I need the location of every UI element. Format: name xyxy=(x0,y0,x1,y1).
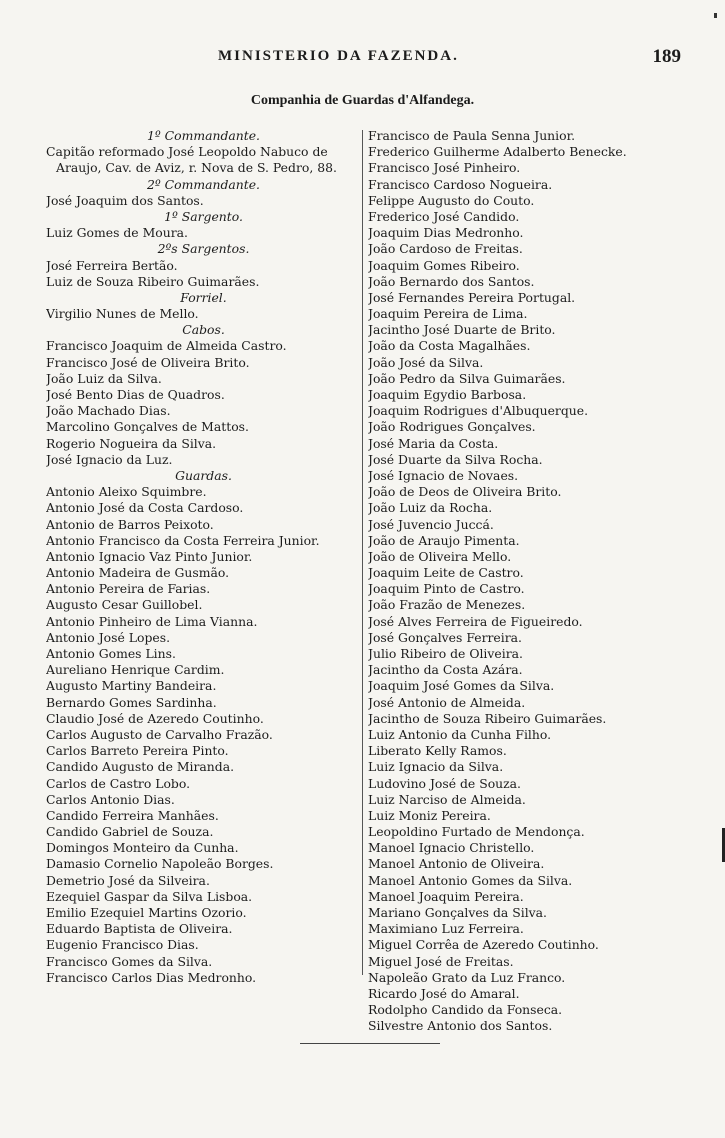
name-entry: Luiz de Souza Ribeiro Guimarães. xyxy=(46,273,260,289)
name-entry: José Ignacio da Luz. xyxy=(46,451,173,467)
name-entry: Liberato Kelly Ramos. xyxy=(368,743,507,759)
name-entry: Miguel Corrêa de Azeredo Coutinho. xyxy=(368,937,599,953)
name-entry: Rodolpho Candido da Fonseca. xyxy=(368,1002,563,1018)
name-entry: João de Deos de Oliveira Brito. xyxy=(368,484,562,500)
footer-rule xyxy=(300,1043,440,1044)
name-entry: Felippe Augusto do Couto. xyxy=(368,192,535,208)
rank-heading: 1º Commandante. xyxy=(146,128,260,143)
page-number: 189 xyxy=(652,46,681,67)
name-entry: Francisco José Pinheiro. xyxy=(368,160,521,176)
name-entry: José Gonçalves Ferreira. xyxy=(368,629,522,645)
name-entry: Rogerio Nogueira da Silva. xyxy=(46,435,217,451)
name-entry: João Machado Dias. xyxy=(46,403,171,419)
name-entry: João Rodrigues Gonçalves. xyxy=(368,419,536,435)
name-entry: Antonio José Lopes. xyxy=(46,629,171,645)
name-entry: Antonio Francisco da Costa Ferreira Junior. xyxy=(46,532,320,548)
name-entry: Bernardo Gomes Sardinha. xyxy=(46,694,217,710)
section-title: Companhia de Guardas d'Alfandega. xyxy=(250,93,475,108)
name-entry: José Joaquim dos Santos. xyxy=(46,192,204,208)
name-entry: José Fernandes Pereira Portugal. xyxy=(368,289,576,305)
running-title: MINISTERIO DA FAZENDA. xyxy=(218,48,459,64)
name-entry: Silvestre Antonio dos Santos. xyxy=(368,1018,553,1034)
name-entry: José Alves Ferreira de Figueiredo. xyxy=(368,613,583,629)
name-entry: Manoel Antonio de Oliveira. xyxy=(368,856,545,872)
name-entry: Carlos Augusto de Carvalho Frazão. xyxy=(46,726,273,742)
name-entry: João da Costa Magalhães. xyxy=(368,338,531,354)
rank-heading: 2º Commandante. xyxy=(146,176,260,192)
name-entry: Frederico José Candido. xyxy=(368,208,520,224)
name-entry: Antonio Pinheiro de Lima Vianna. xyxy=(46,613,258,629)
rank-heading: 2ºs Sargentos. xyxy=(157,241,250,257)
name-entry: Mariano Gonçalves da Silva. xyxy=(368,905,547,920)
name-entry: João de Oliveira Mello. xyxy=(368,548,512,564)
name-entry: Antonio Ignacio Vaz Pinto Junior. xyxy=(46,548,253,564)
name-entry: Maximiano Luz Ferreira. xyxy=(368,921,524,937)
name-entry: Demetrio José da Silveira. xyxy=(46,872,210,888)
name-entry: João Cardoso de Freitas. xyxy=(368,241,523,257)
name-entry: João Luiz da Silva. xyxy=(46,370,162,386)
left-column xyxy=(46,128,361,986)
rank-heading: 1º Sargento. xyxy=(164,208,243,224)
name-entry: Carlos de Castro Lobo. xyxy=(46,775,191,791)
name-entry: João Frazão de Menezes. xyxy=(368,597,526,613)
name-entry: Carlos Antonio Dias. xyxy=(46,791,175,807)
name-entry: Virgilio Nunes de Mello. xyxy=(46,306,199,322)
name-entry: Augusto Martiny Bandeira. xyxy=(46,678,217,694)
name-entry: Claudio José de Azeredo Coutinho. xyxy=(46,710,264,726)
name-entry: Joaquim José Gomes da Silva. xyxy=(368,678,555,694)
rank-heading: Guardas. xyxy=(175,467,232,483)
name-entry: Joaquim Pinto de Castro. xyxy=(368,581,525,597)
name-entry: Capitão reformado José Leopoldo Nabuco de xyxy=(46,144,328,160)
name-entry: Francisco Cardoso Nogueira. xyxy=(368,176,553,192)
name-entry: Francisco Carlos Dias Medronho. xyxy=(46,969,257,985)
name-entry: Candido Gabriel de Souza. xyxy=(46,824,214,840)
name-entry: José Bento Dias de Quadros. xyxy=(46,387,225,402)
name-entry: Manoel Antonio Gomes da Silva. xyxy=(368,872,573,888)
name-entry: Antonio Pereira de Farias. xyxy=(46,581,211,597)
name-entry: Carlos Barreto Pereira Pinto. xyxy=(46,743,229,759)
name-entry: João Pedro da Silva Guimarães. xyxy=(368,370,566,386)
rank-heading: Forriel. xyxy=(180,289,227,305)
name-entry: Francisco José de Oliveira Brito. xyxy=(46,354,250,370)
name-entry: Antonio José da Costa Cardoso. xyxy=(46,500,244,516)
name-entry: João Bernardo dos Santos. xyxy=(368,273,535,289)
name-entry: José Antonio de Almeida. xyxy=(368,694,526,710)
name-entry: Antonio Gomes Lins. xyxy=(46,646,176,661)
name-entry: Francisco Gomes da Silva. xyxy=(46,953,213,969)
name-entry: João de Araujo Pimenta. xyxy=(368,532,520,548)
name-entry: Luiz Antonio da Cunha Filho. xyxy=(368,726,552,742)
name-entry: Antonio Madeira de Gusmão. xyxy=(46,565,230,581)
name-entry: Candido Ferreira Manhães. xyxy=(46,807,219,823)
scan-dot xyxy=(714,13,717,18)
name-entry: Jacintho José Duarte de Brito. xyxy=(368,322,556,338)
name-entry: Joaquim Pereira de Lima. xyxy=(368,306,528,322)
name-entry: Napoleão Grato da Luz Franco. xyxy=(368,969,566,985)
name-entry: Luiz Gomes de Moura. xyxy=(46,225,188,241)
name-entry: Domingos Monteiro da Cunha. xyxy=(46,840,239,856)
name-entry: Miguel José de Freitas. xyxy=(368,953,514,969)
name-entry: Luiz Moniz Pereira. xyxy=(368,807,491,823)
name-entry: Manoel Ignacio Christello. xyxy=(368,840,535,856)
column-divider xyxy=(362,130,363,975)
name-entry: José Maria da Costa. xyxy=(368,435,499,451)
name-entry: Eduardo Baptista de Oliveira. xyxy=(46,921,233,937)
name-entry: João Luiz da Rocha. xyxy=(368,500,493,516)
name-entry: José Duarte da Silva Rocha. xyxy=(368,451,543,467)
name-entry: Ricardo José do Amaral. xyxy=(368,985,520,1001)
name-entry: Francisco Joaquim de Almeida Castro. xyxy=(46,338,287,354)
name-entry: Aureliano Henrique Cardim. xyxy=(46,662,225,678)
name-entry: Joaquim Dias Medronho. xyxy=(368,225,524,241)
name-entry: José Juvencio Juccá. xyxy=(368,516,494,532)
name-entry: Augusto Cesar Guillobel. xyxy=(46,597,203,613)
name-entry: Ludovino José de Souza. xyxy=(368,775,521,791)
name-entry: João José da Silva. xyxy=(368,354,484,370)
name-entry: Antonio de Barros Peixoto. xyxy=(46,516,214,532)
name-entry: Leopoldino Furtado de Mendonça. xyxy=(368,824,585,840)
name-entry: José Ferreira Bertão. xyxy=(46,257,178,273)
name-entry: Frederico Guilherme Adalberto Benecke. xyxy=(368,144,627,160)
name-entry: Francisco de Paula Senna Junior. xyxy=(368,128,576,143)
name-entry: Araujo, Cav. de Aviz, r. Nova de S. Pedro, 88. xyxy=(56,160,337,176)
name-entry: Luiz Ignacio da Silva. xyxy=(368,759,504,775)
rank-heading: Cabos. xyxy=(182,322,225,338)
name-entry: Jacintho de Souza Ribeiro Guimarães. xyxy=(368,710,607,726)
right-column xyxy=(368,128,688,1035)
page-header xyxy=(0,48,725,72)
name-entry: Marcolino Gonçalves de Mattos. xyxy=(46,419,249,435)
name-entry: Eugenio Francisco Dias. xyxy=(46,937,199,953)
name-entry: Antonio Aleixo Squimbre. xyxy=(46,484,207,500)
name-entry: Jacintho da Costa Azára. xyxy=(368,662,523,678)
name-entry: Damasio Cornelio Napoleão Borges. xyxy=(46,856,274,872)
name-entry: Joaquim Egydio Barbosa. xyxy=(368,387,527,402)
name-entry: Manoel Joaquim Pereira. xyxy=(368,888,524,904)
name-entry: Candido Augusto de Miranda. xyxy=(46,759,235,775)
name-entry: Emilio Ezequiel Martins Ozorio. xyxy=(46,905,247,920)
name-entry: Luiz Narciso de Almeida. xyxy=(368,791,526,807)
name-entry: Ezequiel Gaspar da Silva Lisboa. xyxy=(46,888,253,904)
name-entry: Joaquim Gomes Ribeiro. xyxy=(368,257,520,273)
name-entry: Joaquim Rodrigues d'Albuquerque. xyxy=(368,403,589,419)
name-entry: Julio Ribeiro de Oliveira. xyxy=(368,646,523,661)
name-entry: Joaquim Leite de Castro. xyxy=(368,565,524,581)
name-entry: José Ignacio de Novaes. xyxy=(368,467,519,483)
